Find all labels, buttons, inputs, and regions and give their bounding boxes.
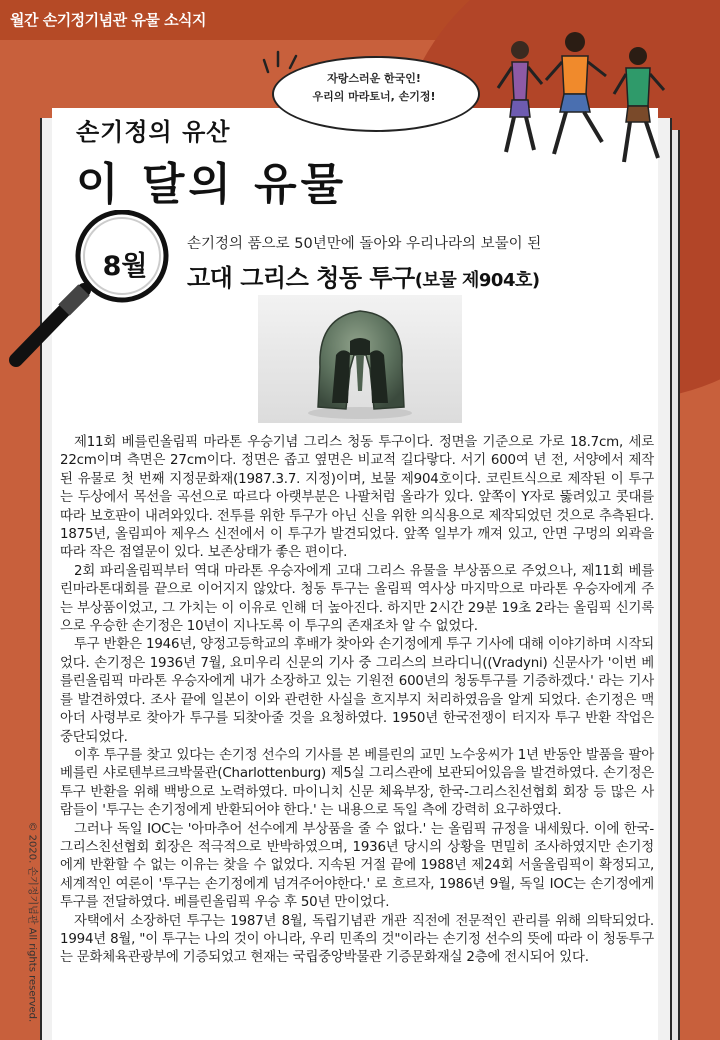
runner-green-icon [614, 47, 664, 162]
speech-line-1: 자랑스러운 한국인! [327, 72, 421, 85]
copyright-vertical [26, 820, 40, 1023]
runners-illustration [490, 22, 680, 172]
speech-line-2: 우리의 마라토너, 손기정! [312, 90, 436, 103]
helmet-icon [258, 295, 462, 423]
artifact-title [187, 258, 540, 293]
paragraph: 그러나 독일 IOC는 '아마추어 선수에게 부상품을 줄 수 없다.' 는 올림픽 규정을 내세웠다. 이에 한국-그리스친선협회 회장은 적극적으로 반박하였으며, 1936년 당시의 상황을 면밀히 조사하였지만 손기정에게 반환할 수 없는 이유는 찾을 수 없었다. 지속된 거절 끝에 1988년 제24회 서울올림픽이 확정되고, 세계적인 여론이 '투구는 손기정에게 넘겨주어야한다.' 로 흐르자, 1986년 9월, 독일 IOC는 손기정에게 투구를 전달하였다. 베를린올림픽 우승 후 50년 만이었다. [60, 821, 654, 911]
helmet-photo [258, 295, 462, 423]
newsletter-title: 월간 손기정기념관 유물 소식지 [10, 11, 207, 29]
magnifier-icon [2, 210, 172, 370]
runner-orange-icon [546, 32, 606, 154]
artifact-subtitle: 손기정의 품으로 50년만에 돌아와 우리나라의 보물이 된 [187, 236, 542, 252]
paper-edge-right [656, 118, 672, 1040]
article-body [60, 434, 654, 968]
copyright-text: © 2020. 손기정기념관 All rights reserved. [26, 821, 38, 1023]
section-heading-big: 이 달의 유물 [76, 159, 348, 210]
artifact-title-main: 고대 그리스 청동 투구 [187, 264, 415, 292]
paragraph: 자택에서 소장하던 투구는 1987년 8월, 독립기념관 개관 직전에 전문적인 관리를 위해 의탁되었다. 1994년 8월, "이 투구는 나의 것이 아니라, 우리 민족의 것"이라는 손기정 선수의 뜻에 따라 이 청동투구는 문화체육관광부에 기증되었고 현재는 국립중앙박물관 기증문화재실 2층에 전시되어 있다. [60, 913, 654, 966]
speech-bubble-text [290, 70, 458, 106]
paragraph: 투구 반환은 1946년, 양정고등학교의 후배가 찾아와 손기정에게 투구 기사에 대해 이야기하며 시작되었다. 손기정은 1936년 7월, 요미우리 신문의 기사 중 그리스의 브라디니((Vradyni) 신문사가 '이번 베를린올림픽 마라톤 우승자에게 내가 소장하고 있는 기원전 600년의 청동투구를 기증하겠다.' 라는 기사를 발견하였다. 조사 끝에 일본이 이와 관련한 사실을 흐지부지 처리하였음을 알게 되었다. 손기정은 맥아더 사령부로 찾아가 투구를 되찾아줄 것을 요청하였다. 1950년 한국전쟁이 터지자 투구 반환 작업은 중단되었다. [60, 637, 654, 745]
paragraph: 제11회 베를린올림픽 마라톤 우승기념 그리스 청동 투구이다. 정면을 기준으로 가로 18.7cm, 세로 22cm이며 측면은 27cm이다. 정면은 좁고 옆면은 비교적 길다랗다. 서기 600여 년 전, 서양에서 제작된 유물로 첫 번째 지정문화재(1987.3.7. 지정)이며, 보물 제904호이다. 코린트식으로 제작된 이 투구는 두상에서 목선을 곡선으로 따르다 아랫부분은 나팔처럼 올라가 있다. 앞쪽이 Y자로 뚫려있고 콧대를 따라 보호판이 내려와있다. 전투를 위한 투구가 아닌 신을 위한 의식용으로 제작되었던 것으로 추측된다. 1875년, 올림피아 제우스 신전에서 이 투구가 발견되었다. 앞쪽 일부가 깨져 있고, 안면 구멍의 외곽을 따라 작은 점열문이 있다. 보존상태가 좋은 편이다. [60, 435, 654, 561]
paragraph: 이후 투구를 찾고 있다는 손기정 선수의 기사를 본 베를린의 교민 노수웅씨가 1년 반동안 발품을 팔아 베를린 샤로텐부르크박물관(Charlottenburg) 제5실 그리스관에 보관되어있음을 발견하였다. 손기정은 투구 반환을 위해 백방으로 노력하였다. 마이니치 신문 체육부장, 한국-그리스친선협회 회장 등 많은 사람들이 '투구는 손기정에게 반환되어야 한다.' 는 내용으로 독일 측에 강력히 요구하였다. [60, 747, 654, 819]
paragraph: 2회 파리올림픽부터 역대 마라톤 우승자에게 고대 그리스 유물을 부상품으로 주었으나, 제11회 베를린마라톤대회를 끝으로 이어지지 않았다. 청동 투구는 올림픽 역사상 마지막으로 마라톤 우승자에게 주는 부상품이었고, 그 가치는 이 이유로 인해 더 높아진다. 하지만 2시간 29분 19초 2라는 올림픽 신기록으로 우승한 손기정은 10년이 지나도록 이 투구의 존재조차 알 수 없었다. [60, 563, 654, 635]
month-label: 8월 [102, 251, 148, 282]
section-heading-small: 손기정의 유산 [76, 118, 231, 146]
runner-purple-icon [498, 41, 542, 152]
artifact-title-suffix: (보물 제904호) [414, 270, 540, 291]
